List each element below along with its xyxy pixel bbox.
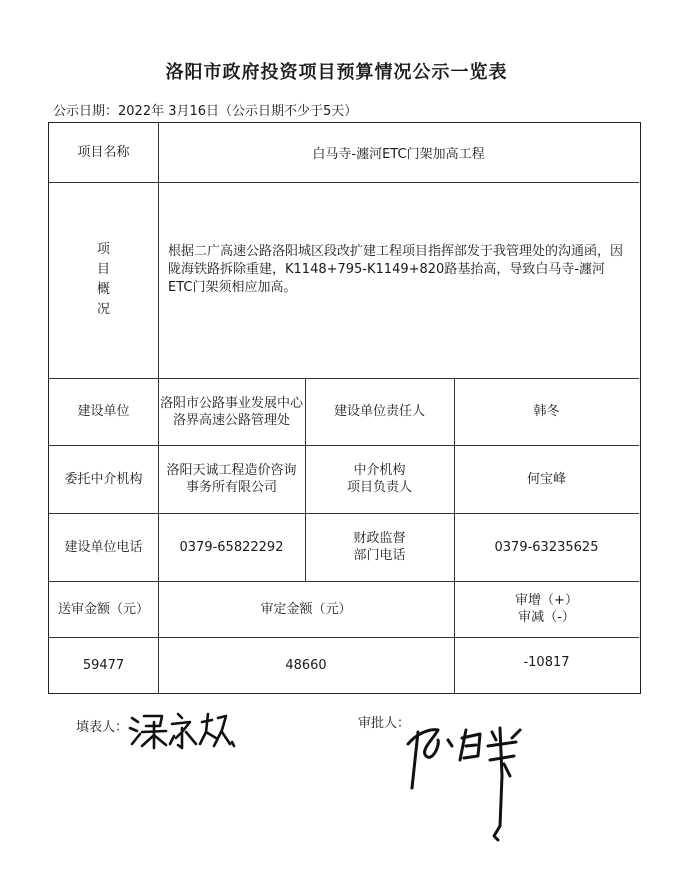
- publish-date: 公示日期：2022年 3月16日（公示日期不少于5天）: [53, 104, 358, 119]
- project-name-value: 白马寺-瀍河ETC门架加高工程: [312, 146, 485, 162]
- builder-person-label: 建设单位责任人: [333, 404, 425, 419]
- change-label: 审增（+） 审减（-）: [515, 593, 578, 625]
- filler-signature: [126, 708, 246, 750]
- builder-person-value: 韩冬: [533, 404, 560, 419]
- builder-value: 洛阳市公路事业发展中心 洛界高速公路管理处: [159, 395, 303, 428]
- overview-text: 根据二广高速公路洛阳城区段改扩建工程项目指挥部发于我管理处的沟通函，因陇海铁路拆除重建，K1148+795-K1149+820路基抬高，导致白马寺-瀍河ETC门架须相应加高。: [168, 244, 624, 295]
- filler-label: 填表人：: [76, 720, 129, 735]
- submitted-amount-value: 59477: [82, 658, 125, 673]
- agency-value: 洛阳天诚工程造价咨询事务所有限公司: [166, 463, 297, 495]
- agency-person-label: 中介机构 项目负责人: [346, 463, 412, 495]
- submitted-amount-label: 送审金额（元）: [57, 601, 149, 617]
- overview-label-text: 项 目 概 况: [96, 242, 110, 317]
- builder-phone-label: 建设单位电话: [64, 539, 143, 555]
- page-title: 洛阳市政府投资项目预算情况公示一览表: [165, 62, 508, 83]
- agency-label: 委托中介机构: [64, 471, 143, 487]
- agency-person-value: 何宝峰: [526, 471, 566, 487]
- finance-phone-value: 0379-63235625: [494, 539, 599, 555]
- builder-label: 建设单位: [77, 404, 130, 419]
- approved-amount-value: 48660: [285, 658, 327, 673]
- approver-signature: [400, 716, 550, 846]
- project-name-label: 项目名称: [77, 145, 130, 160]
- builder-phone-value: 0379-65822292: [179, 539, 284, 555]
- finance-phone-label: 财政监督 部门电话: [353, 531, 406, 563]
- approved-amount-label: 审定金额（元）: [260, 601, 352, 617]
- change-value: -10817: [523, 654, 570, 670]
- approver-label: 审批人：: [358, 716, 411, 731]
- budget-table: [48, 122, 641, 694]
- overview-label: [49, 182, 158, 378]
